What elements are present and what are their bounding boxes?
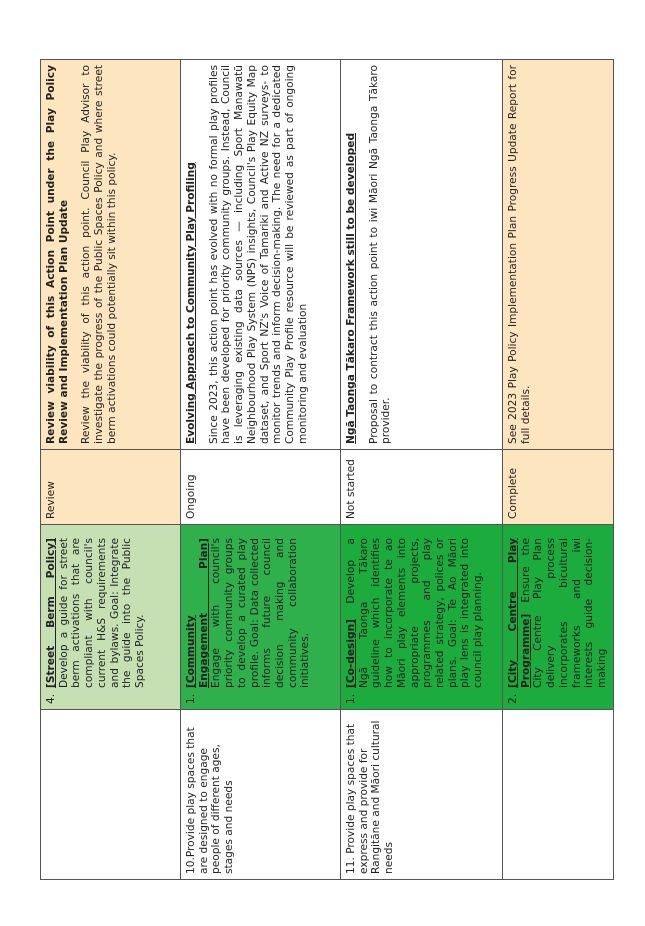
table-row <box>341 60 503 880</box>
status-cell: Not started <box>341 450 503 525</box>
comment-cell <box>341 60 503 450</box>
action-text: Engage with council's priority community groups to develop a curated play profile. Goal: Data collected informs future council decision making and community collaboration initiatives. <box>210 538 312 688</box>
action-cell <box>181 525 341 710</box>
action-text: Develop a Ngā Taonga Tākaro guideline which identifies how to incorporate te ao Māori play elements into appropriate projects, programmes and play related strategy, polices or plans. Goal: Te Ao Māori play lens is integrated into council play planning. <box>345 538 485 688</box>
comment-body: See 2023 Play Policy Implementation Plan Progress Update Report for full details. <box>507 65 532 444</box>
status-cell: Review <box>41 450 181 525</box>
status-cell: Ongoing <box>181 450 341 525</box>
rotated-table-container <box>40 60 608 880</box>
action-cell <box>503 525 614 710</box>
comment-cell <box>181 60 341 450</box>
table-row <box>181 60 341 880</box>
comment-title: Evolving Approach to Community Play Profiling <box>185 162 197 444</box>
action-tag: [City Centre Play Programme] <box>507 538 532 688</box>
table-row <box>41 60 181 880</box>
goal-cell <box>41 710 181 880</box>
comment-cell <box>503 60 614 450</box>
table-row <box>503 60 614 880</box>
action-number: 4. <box>45 693 57 704</box>
goal-cell: 11. Provide play spaces that express and provide for Rangitāne and Māori cultural needs <box>341 710 503 880</box>
action-tag: [Street Berm Policy] <box>45 538 57 688</box>
comment-title: Ngā Taonga Tākaro Framework still to be developed <box>345 132 357 444</box>
action-text: Develop a guide for street berm activations that are compliant with council's current H&S requirements and bylaws. Goal: Integrate the guide into the Public Spaces Policy. <box>57 538 146 688</box>
action-cell <box>41 525 181 710</box>
action-number: 2. <box>507 693 519 704</box>
comment-title: Review viability of this Action Point under the Play Policy Review and Implementation Plan Update <box>45 65 70 444</box>
comment-body: Proposal to contract this action point to iwi Māori Ngā Taonga Tākaro provider. <box>367 65 393 444</box>
play-policy-action-table <box>40 59 614 880</box>
comment-body: Since 2023, this action point has evolved with no formal play profiles have been developed for priority community groups. Instead, Council is leveraging existing data sources — including Sport Manawatū Neighbourhood Play System (NPS) insights, Council's Play Equity Map dataset, and Sport NZ's Voice of Tamariki and Active NZ surveys- to monitor trends and inform decision-making. The need for a dedicated Community Play Profile resource will be reviewed as part of ongoing monitoring and evaluation <box>207 65 309 444</box>
action-cell <box>341 525 503 710</box>
goal-cell: 10.Provide play spaces that are designed to engage people of different ages, stages and needs <box>181 710 341 880</box>
action-text: Ensure the City Centre Play Plan delivery process incorporates bicultural frameworks and iwi interests guide decision-making <box>519 538 608 688</box>
action-number: 1. <box>185 693 197 704</box>
action-tag: [Co-design] <box>345 619 357 688</box>
status-cell: Complete <box>503 450 614 525</box>
comment-body: Review the viability of this action point. Council Play Advisor to investigate the progress of the Public Spaces Policy and where street berm activations could potentially sit within this policy. <box>80 65 118 444</box>
action-tag: [Community Engagement Plan] <box>185 538 210 688</box>
action-number: 1. <box>345 693 357 704</box>
goal-cell <box>503 710 614 880</box>
comment-cell <box>41 60 181 450</box>
